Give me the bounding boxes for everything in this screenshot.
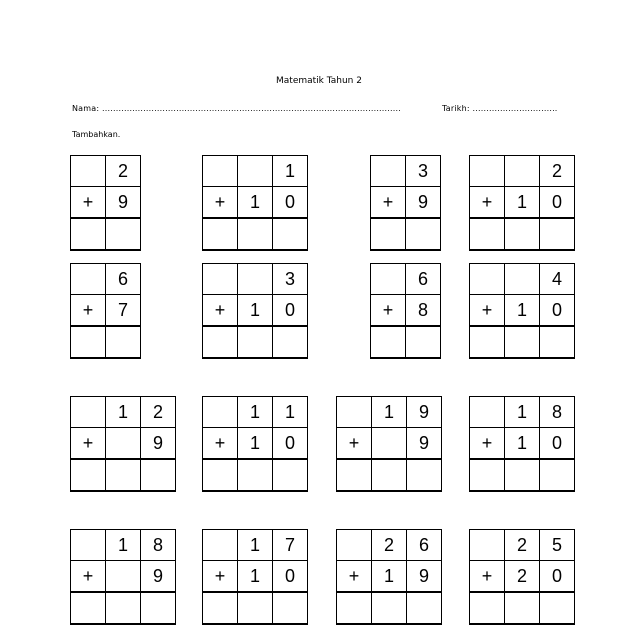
addition-problem: [202, 263, 308, 359]
digit-cell: [71, 156, 106, 187]
digit-cell: 9: [407, 428, 442, 460]
digit-cell: [470, 156, 505, 187]
digit-cell: 1: [238, 561, 273, 593]
digit-cell: 1: [273, 156, 308, 187]
operand-row: [470, 187, 575, 219]
digit-cell: 1: [238, 397, 273, 428]
answer-cell[interactable]: [505, 459, 540, 491]
digit-cell: 8: [141, 530, 176, 561]
digit-cell: 8: [406, 295, 441, 327]
plus-sign: +: [71, 187, 106, 219]
answer-cell[interactable]: [505, 326, 540, 358]
digit-cell: 2: [505, 530, 540, 561]
digit-cell: 1: [238, 187, 273, 219]
plus-sign: +: [203, 187, 238, 219]
digit-cell: [238, 264, 273, 295]
answer-row: [470, 218, 575, 250]
answer-cell[interactable]: [71, 592, 106, 624]
digit-cell: 9: [106, 187, 141, 219]
answer-cell[interactable]: [141, 592, 176, 624]
plus-sign: +: [71, 561, 106, 593]
digit-cell: 9: [407, 561, 442, 593]
answer-cell[interactable]: [371, 218, 406, 250]
digit-cell: [106, 428, 141, 460]
digit-cell: 0: [540, 187, 575, 219]
digit-cell: [238, 156, 273, 187]
operand-row: [203, 295, 308, 327]
answer-row: [203, 592, 308, 624]
answer-row: [337, 592, 442, 624]
digit-cell: [371, 156, 406, 187]
digit-cell: 9: [141, 561, 176, 593]
addend-row: [203, 264, 308, 295]
digit-cell: 0: [273, 187, 308, 219]
addend-row: [470, 156, 575, 187]
operand-row: [371, 187, 441, 219]
digit-cell: 1: [505, 295, 540, 327]
addend-row: [470, 530, 575, 561]
answer-cell[interactable]: [203, 218, 238, 250]
answer-row: [371, 326, 441, 358]
answer-cell[interactable]: [540, 459, 575, 491]
digit-cell: [71, 530, 106, 561]
answer-cell[interactable]: [407, 459, 442, 491]
answer-cell[interactable]: [238, 592, 273, 624]
plus-sign: +: [71, 428, 106, 460]
operand-row: [203, 187, 308, 219]
operand-row: [71, 295, 141, 327]
page-title: Matematik Tahun 2: [276, 76, 362, 86]
digit-cell: 1: [505, 187, 540, 219]
instruction-text: Tambahkan.: [72, 130, 121, 139]
addition-problem: [202, 396, 308, 492]
digit-cell: 1: [372, 397, 407, 428]
plus-sign: +: [337, 561, 372, 593]
answer-row: [470, 326, 575, 358]
digit-cell: [71, 397, 106, 428]
digit-cell: 9: [406, 187, 441, 219]
digit-cell: 2: [505, 561, 540, 593]
answer-cell[interactable]: [71, 326, 106, 358]
digit-cell: 1: [238, 295, 273, 327]
addend-row: [337, 397, 442, 428]
plus-sign: +: [203, 295, 238, 327]
answer-cell[interactable]: [470, 218, 505, 250]
digit-cell: 2: [372, 530, 407, 561]
answer-cell[interactable]: [273, 592, 308, 624]
answer-cell[interactable]: [238, 326, 273, 358]
answer-cell[interactable]: [106, 459, 141, 491]
answer-row: [337, 459, 442, 491]
answer-cell[interactable]: [203, 326, 238, 358]
answer-cell[interactable]: [203, 592, 238, 624]
addition-problem: [469, 155, 575, 251]
digit-cell: [470, 397, 505, 428]
plus-sign: +: [470, 187, 505, 219]
answer-row: [71, 592, 176, 624]
operand-row: [337, 561, 442, 593]
digit-cell: 6: [106, 264, 141, 295]
digit-cell: [203, 530, 238, 561]
digit-cell: 7: [273, 530, 308, 561]
answer-row: [71, 326, 141, 358]
answer-row: [203, 459, 308, 491]
plus-sign: +: [203, 428, 238, 460]
digit-cell: 1: [106, 397, 141, 428]
digit-cell: 0: [273, 428, 308, 460]
answer-cell[interactable]: [470, 459, 505, 491]
digit-cell: 7: [106, 295, 141, 327]
answer-cell[interactable]: [238, 218, 273, 250]
addition-problem: [70, 396, 176, 492]
answer-cell[interactable]: [106, 326, 141, 358]
digit-cell: [470, 530, 505, 561]
plus-sign: +: [470, 561, 505, 593]
operand-row: [470, 295, 575, 327]
answer-cell[interactable]: [372, 459, 407, 491]
digit-cell: [337, 397, 372, 428]
answer-cell[interactable]: [273, 459, 308, 491]
digit-cell: 9: [141, 428, 176, 460]
digit-cell: [372, 428, 407, 460]
answer-cell[interactable]: [470, 592, 505, 624]
addend-row: [337, 530, 442, 561]
digit-cell: 4: [540, 264, 575, 295]
operand-row: [71, 561, 176, 593]
answer-cell[interactable]: [337, 459, 372, 491]
addend-row: [203, 156, 308, 187]
addend-row: [203, 530, 308, 561]
digit-cell: [203, 156, 238, 187]
addend-row: [470, 264, 575, 295]
answer-cell[interactable]: [371, 326, 406, 358]
digit-cell: 6: [407, 530, 442, 561]
addend-row: [371, 264, 441, 295]
operand-row: [71, 187, 141, 219]
addition-problem: [370, 263, 441, 359]
addition-problem: [202, 529, 308, 625]
operand-row: [371, 295, 441, 327]
digit-cell: [371, 264, 406, 295]
addition-problem: [336, 396, 442, 492]
digit-cell: 8: [540, 397, 575, 428]
digit-cell: 1: [238, 428, 273, 460]
addition-problem: [469, 263, 575, 359]
answer-cell[interactable]: [470, 326, 505, 358]
answer-cell[interactable]: [372, 592, 407, 624]
addition-problem: [70, 263, 141, 359]
addition-problem: [70, 155, 141, 251]
digit-cell: 9: [407, 397, 442, 428]
addition-problem: [469, 529, 575, 625]
addend-row: [71, 530, 176, 561]
operand-row: [337, 428, 442, 460]
answer-cell[interactable]: [203, 459, 238, 491]
addition-problem: [202, 155, 308, 251]
digit-cell: 2: [540, 156, 575, 187]
answer-row: [71, 459, 176, 491]
digit-cell: [203, 397, 238, 428]
digit-cell: 1: [505, 428, 540, 460]
digit-cell: 1: [273, 397, 308, 428]
operand-row: [470, 561, 575, 593]
addend-row: [71, 397, 176, 428]
answer-cell[interactable]: [540, 218, 575, 250]
answer-cell[interactable]: [71, 459, 106, 491]
addend-row: [203, 397, 308, 428]
plus-sign: +: [371, 295, 406, 327]
operand-row: [470, 428, 575, 460]
answer-cell[interactable]: [407, 592, 442, 624]
name-field-label: Nama: .............................................................................................................: [72, 104, 402, 113]
answer-row: [371, 218, 441, 250]
digit-cell: 1: [372, 561, 407, 593]
plus-sign: +: [203, 561, 238, 593]
digit-cell: 1: [238, 530, 273, 561]
answer-cell[interactable]: [106, 592, 141, 624]
answer-row: [470, 592, 575, 624]
digit-cell: 0: [273, 295, 308, 327]
answer-row: [470, 459, 575, 491]
digit-cell: 3: [273, 264, 308, 295]
digit-cell: [106, 561, 141, 593]
addend-row: [71, 264, 141, 295]
digit-cell: 0: [273, 561, 308, 593]
digit-cell: 6: [406, 264, 441, 295]
answer-cell[interactable]: [540, 326, 575, 358]
answer-cell[interactable]: [238, 459, 273, 491]
date-field-label: Tarikh: ...............................: [442, 104, 558, 113]
digit-cell: 3: [406, 156, 441, 187]
answer-cell[interactable]: [273, 218, 308, 250]
digit-cell: [470, 264, 505, 295]
operand-row: [71, 428, 176, 460]
digit-cell: [203, 264, 238, 295]
addition-problem: [469, 396, 575, 492]
answer-row: [203, 218, 308, 250]
plus-sign: +: [71, 295, 106, 327]
digit-cell: 2: [106, 156, 141, 187]
answer-cell[interactable]: [71, 218, 106, 250]
answer-row: [71, 218, 141, 250]
operand-row: [203, 561, 308, 593]
plus-sign: +: [470, 428, 505, 460]
addend-row: [470, 397, 575, 428]
digit-cell: 0: [540, 561, 575, 593]
digit-cell: [505, 264, 540, 295]
plus-sign: +: [371, 187, 406, 219]
digit-cell: [337, 530, 372, 561]
digit-cell: 0: [540, 295, 575, 327]
addition-problem: [370, 155, 441, 251]
digit-cell: 5: [540, 530, 575, 561]
addend-row: [371, 156, 441, 187]
digit-cell: 1: [505, 397, 540, 428]
digit-cell: [71, 264, 106, 295]
answer-cell[interactable]: [141, 459, 176, 491]
addend-row: [71, 156, 141, 187]
answer-cell[interactable]: [337, 592, 372, 624]
plus-sign: +: [470, 295, 505, 327]
answer-cell[interactable]: [406, 218, 441, 250]
digit-cell: 0: [540, 428, 575, 460]
answer-cell[interactable]: [106, 218, 141, 250]
digit-cell: 1: [106, 530, 141, 561]
digit-cell: [505, 156, 540, 187]
answer-cell[interactable]: [540, 592, 575, 624]
addition-problem: [70, 529, 176, 625]
operand-row: [203, 428, 308, 460]
answer-cell[interactable]: [505, 218, 540, 250]
answer-cell[interactable]: [505, 592, 540, 624]
answer-cell[interactable]: [406, 326, 441, 358]
addition-problem: [336, 529, 442, 625]
digit-cell: 2: [141, 397, 176, 428]
answer-row: [203, 326, 308, 358]
answer-cell[interactable]: [273, 326, 308, 358]
plus-sign: +: [337, 428, 372, 460]
